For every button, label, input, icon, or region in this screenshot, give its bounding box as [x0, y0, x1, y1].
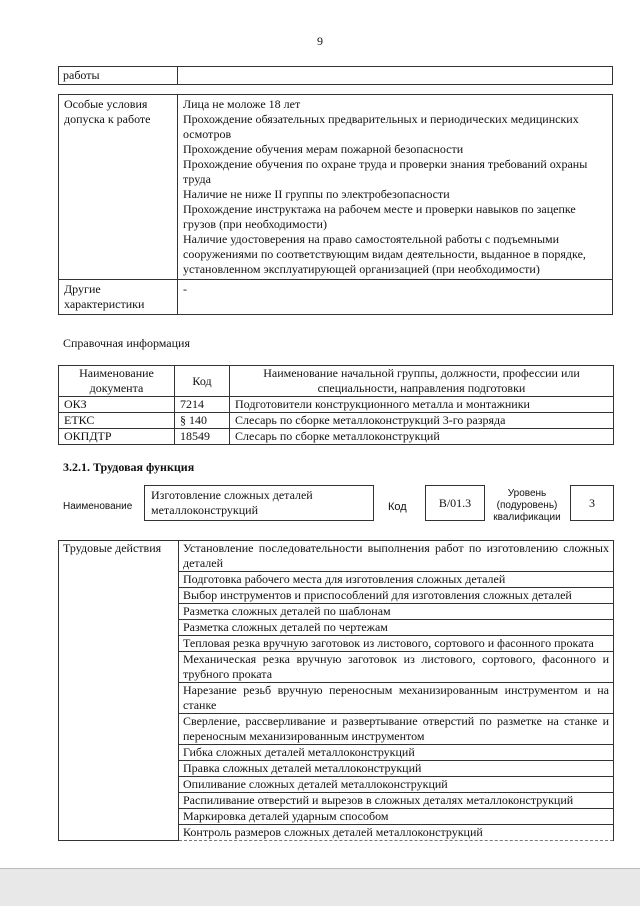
top-row-value — [178, 67, 613, 85]
reference-cell: Слесарь по сборке металлоконструкций — [230, 429, 614, 445]
name-value-box: Изготовление сложных деталей металлоконструкций — [144, 485, 374, 521]
reference-header-name: Наименование начальной группы, должности, профессии или специальности, направления подготовки — [230, 366, 614, 397]
action-item: Механическая резка вручную заготовок из листового, сортового, фасонного и трубного проката — [179, 652, 614, 683]
action-item: Тепловая резка вручную заготовок из листового, сортового и фасонного проката — [179, 636, 614, 652]
action-item: Гибка сложных деталей металлоконструкций — [179, 745, 614, 761]
action-item: Опиливание сложных деталей металлоконструкций — [179, 777, 614, 793]
reference-cell: Подготовители конструкционного металла и монтажники — [230, 397, 614, 413]
action-item: Маркировка деталей ударным способом — [179, 809, 614, 825]
conditions-list — [178, 95, 613, 280]
action-item: Подготовка рабочего места для изготовления сложных деталей — [179, 572, 614, 588]
code-value-box: B/01.3 — [425, 485, 485, 521]
condition-item: Прохождение обучения по охране труда и проверки знания требований охраны труда — [183, 157, 588, 186]
other-value: - — [178, 280, 613, 315]
top-row-table — [58, 66, 613, 85]
actions-label: Трудовые действия — [59, 541, 179, 841]
table-row — [59, 397, 614, 413]
section-title: 3.2.1. Трудовая функция — [63, 460, 195, 474]
top-row-label: работы — [59, 67, 178, 85]
actions-table — [58, 540, 614, 841]
action-item: Правка сложных деталей металлоконструкций — [179, 761, 614, 777]
action-item: Контроль размеров сложных деталей металлоконструкций — [179, 825, 614, 841]
reference-cell: ЕТКС — [59, 413, 175, 429]
scan-margin — [0, 868, 640, 906]
condition-item: Лица не моложе 18 лет — [183, 97, 301, 111]
reference-table — [58, 365, 614, 445]
action-item: Нарезание резьб вручную переносным механизированным инструментом и на станке — [179, 683, 614, 714]
condition-item: Прохождение обучения мерам пожарной безопасности — [183, 142, 464, 156]
reference-title: Справочная информация — [63, 336, 190, 350]
code-label: Код — [388, 501, 407, 513]
conditions-label: Особые условия допуска к работе — [59, 95, 178, 280]
conditions-table — [58, 94, 613, 315]
reference-cell: § 140 — [175, 413, 230, 429]
reference-cell: ОКПДТР — [59, 429, 175, 445]
condition-item: Прохождение инструктажа на рабочем месте и проверки навыков по зацепке грузов (при необходимости) — [183, 202, 576, 231]
page-number: 9 — [317, 34, 323, 48]
action-item: Распиливание отверстий и вырезов в сложных деталях металлоконструкций — [179, 793, 614, 809]
reference-header-code: Код — [175, 366, 230, 397]
action-item: Установление последовательности выполнения работ по изготовлению сложных деталей — [179, 541, 614, 572]
reference-cell: Слесарь по сборке металлоконструкций 3-го разряда — [230, 413, 614, 429]
name-label: Наименование — [63, 501, 133, 512]
table-row — [59, 429, 614, 445]
level-label: Уровень (подуровень) квалификации — [493, 488, 561, 523]
action-item: Сверление, рассверливание и развертывание отверстий по разметке на станке и переносным механизированным инструментом — [179, 714, 614, 745]
action-item: Разметка сложных деталей по чертежам — [179, 620, 614, 636]
reference-header-doc: Наименование документа — [59, 366, 175, 397]
level-value-box: 3 — [570, 485, 614, 521]
action-item: Выбор инструментов и приспособлений для изготовления сложных деталей — [179, 588, 614, 604]
action-item: Разметка сложных деталей по шаблонам — [179, 604, 614, 620]
condition-item: Прохождение обязательных предварительных и периодических медицинских осмотров — [183, 112, 579, 141]
reference-cell: 7214 — [175, 397, 230, 413]
reference-cell: 18549 — [175, 429, 230, 445]
other-label: Другие характеристики — [59, 280, 178, 315]
condition-item: Наличие удостоверения на право самостоятельной работы с подъемными сооружениями по соответствующим видам деятельности, выданное в порядке, установленном эксплуатирующей организацией (при необходимости) — [183, 232, 586, 276]
reference-cell: ОКЗ — [59, 397, 175, 413]
table-row — [59, 413, 614, 429]
condition-item: Наличие не ниже II группы по электробезопасности — [183, 187, 450, 201]
